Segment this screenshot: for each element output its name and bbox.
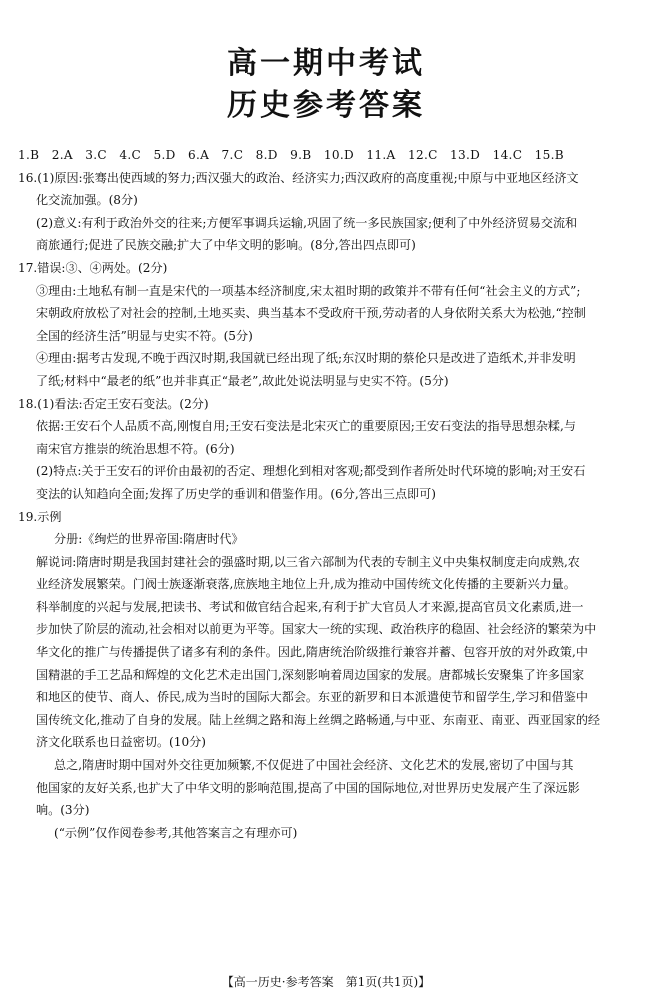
answer-content bbox=[18, 144, 638, 844]
q16-line: 化交流加强。(8分) bbox=[36, 193, 138, 208]
q19-line: 华文化的推广与传播提供了诸多有利的条件。因此,隋唐统治阶级推行兼容并蓄、包容开放的对外政策,中 bbox=[36, 645, 588, 660]
q18-line: 18.(1)看法:否定王安石变法。(2分) bbox=[18, 396, 209, 411]
q19-line: 科举制度的兴起与发展,把读书、考试和做官结合起来,有利于扩大官员人才来源,提高官员文化素质,进一 bbox=[36, 599, 584, 614]
q19-line: 步加快了阶层的流动,社会相对以前更为平等。国家大一统的实现、政治秩序的稳固、社会经济的繁荣为中 bbox=[36, 622, 597, 637]
q17-line: 宋朝政府放松了对社会的控制,土地买卖、典当基本不受政府干预,劳动者的人身依附关系大为松弛,“控制 bbox=[36, 306, 586, 321]
q17-line: 了纸;材料中“最老的纸”也并非真正“最老”,故此处说法明显与史实不符。(5分) bbox=[36, 373, 449, 388]
q18-line: 变法的认知趋向全面;发挥了历史学的垂训和借鉴作用。(6分,答出三点即可) bbox=[36, 486, 436, 501]
question-18 bbox=[18, 393, 638, 506]
q16-line: 商旅通行;促进了民族交融;扩大了中华文明的影响。(8分,答出四点即可) bbox=[36, 238, 416, 253]
page-footer: 【高一历史·参考答案 第1页(共1页)】 bbox=[221, 975, 431, 989]
q18-line: 依据:王安石个人品质不高,刚愎自用;王安石变法是北宋灭亡的重要原因;王安石变法的指导思想杂糅,与 bbox=[36, 419, 576, 434]
q16-line: 16.(1)原因:张骞出使西域的努力;西汉强大的政治、经济实力;西汉政府的高度重视;中原与中亚地区经济文 bbox=[18, 170, 579, 185]
q19-line: 和地区的使节、商人、侨民,成为当时的国际大都会。东亚的新罗和日本派遣使节和留学生,学习和借鉴中 bbox=[36, 690, 588, 705]
q19-line: 业经济发展繁荣。门阀士族逐渐衰落,庶族地主地位上升,成为推动中国传统文化传播的主要新兴力量。 bbox=[36, 577, 576, 592]
exam-title: 高一期中考试 bbox=[227, 46, 425, 81]
q18-line: (2)特点:关于王安石的评价由最初的否定、理想化到相对客观;都受到作者所处时代环境的影响;对王安石 bbox=[36, 464, 586, 479]
question-17 bbox=[18, 257, 638, 393]
q19-summary-line: 响。(3分) bbox=[36, 803, 90, 818]
q19-summary-line: 他国家的友好关系,也扩大了中华文明的影响范围,提高了中国的国际地位,对世界历史发展产生了深远影 bbox=[36, 780, 580, 795]
q19-topic: 分册:《绚烂的世界帝国:隋唐时代》 bbox=[54, 532, 244, 547]
multiple-choice-answers: 1.B 2.A 3.C 4.C 5.D 6.A 7.C 8.D 9.B 10.D 11.A 12.C 13.D 14.C 15.B bbox=[18, 148, 564, 162]
question-19 bbox=[18, 506, 638, 845]
exam-subtitle: 历史参考答案 bbox=[227, 88, 425, 123]
q18-line: 南宋官方推崇的统治思想不符。(6分) bbox=[36, 441, 235, 456]
q16-line: (2)意义:有利于政治外交的往来;方便军事调兵运输,巩固了统一多民族国家;便利了中外经济贸易交流和 bbox=[36, 215, 578, 230]
q17-line: ④理由:据考古发现,不晚于西汉时期,我国就已经出现了纸;东汉时期的蔡伦只是改进了造纸术,并非发明 bbox=[36, 351, 576, 366]
q19-line: 解说词:隋唐时期是我国封建社会的强盛时期,以三省六部制为代表的专制主义中央集权制度走向成熟,农 bbox=[36, 554, 580, 569]
q19-note: (“示例”仅作阅卷参考,其他答案言之有理亦可) bbox=[54, 825, 298, 840]
q19-summary-line: 总之,隋唐时期中国对外交往更加频繁,不仅促进了中国社会经济、文化艺术的发展,密切了中国与其 bbox=[54, 758, 574, 773]
q19-heading: 19.示例 bbox=[18, 509, 62, 524]
q19-line: 国精湛的手工艺品和辉煌的文化艺术走出国门,深刻影响着周边国家的发展。唐都城长安聚集了许多国家 bbox=[36, 667, 585, 682]
q17-line: 17.错误:③、④两处。(2分) bbox=[18, 260, 168, 275]
q17-line: 全国的经济生活”明显与史实不符。(5分) bbox=[36, 328, 253, 343]
q19-line: 国传统文化,推动了自身的发展。陆上丝绸之路和海上丝绸之路畅通,与中亚、东南亚、南亚、西亚国家的经 bbox=[36, 712, 601, 727]
q17-line: ③理由:土地私有制一直是宋代的一项基本经济制度,宋太祖时期的政策并不带有任何“社会主义的方式”; bbox=[36, 283, 581, 298]
q19-line: 济文化联系也日益密切。(10分) bbox=[36, 735, 206, 750]
question-16 bbox=[18, 167, 638, 257]
